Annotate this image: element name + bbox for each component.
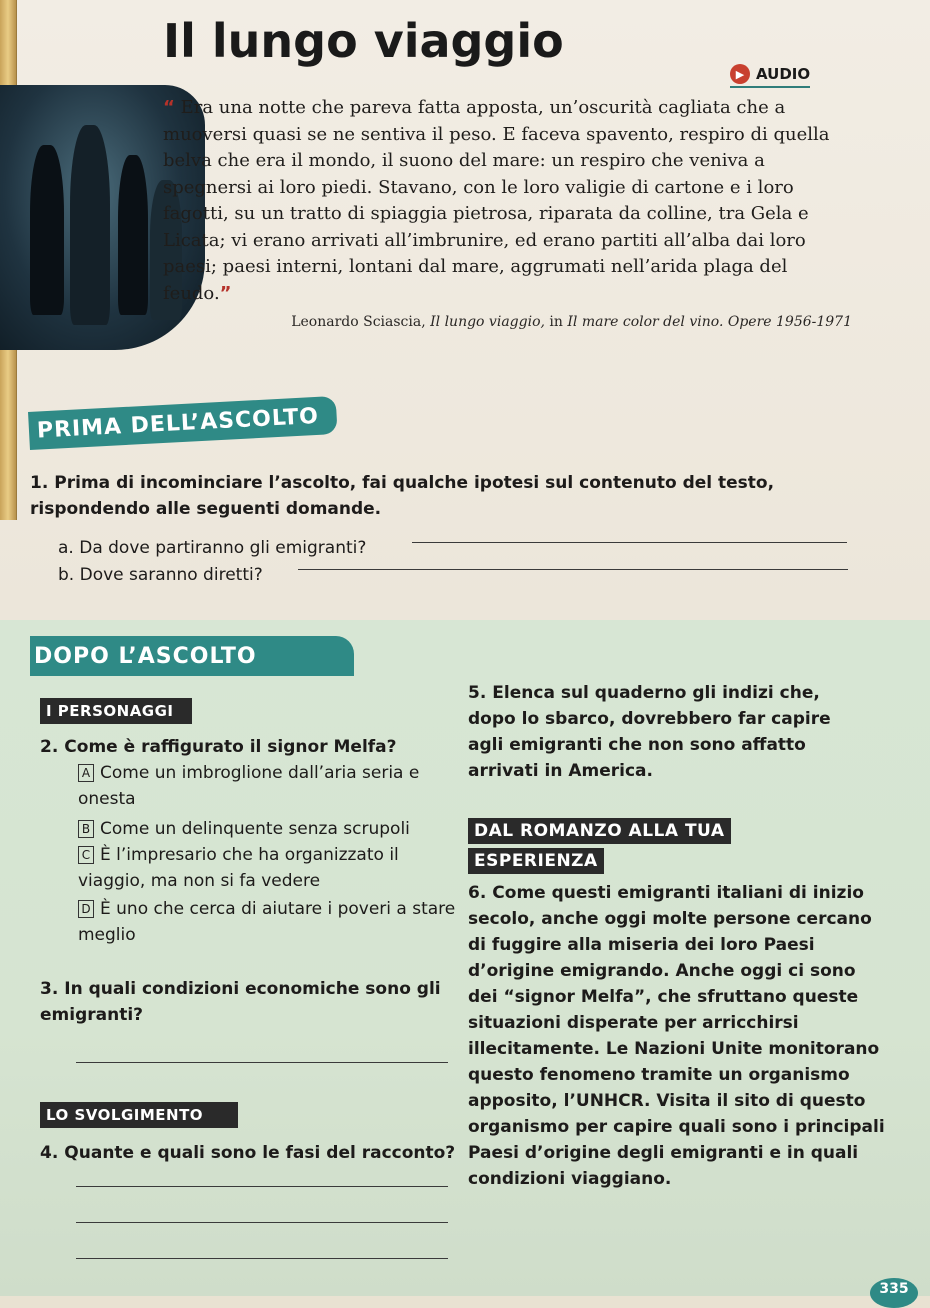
audio-button[interactable] (730, 64, 810, 88)
question-2-number: 2. (40, 737, 59, 757)
question-1a-label: a. (58, 538, 74, 558)
answer-line-4c[interactable] (76, 1258, 448, 1259)
option-c-text: È l’impresario che ha organizzato il viaggio, ma non si fa vedere (78, 845, 399, 891)
personaggi-tag: I PERSONAGGI (40, 698, 192, 724)
question-1 (30, 470, 850, 522)
question-6 (468, 880, 888, 1192)
option-d-letter: D (78, 900, 94, 918)
prima-ascolto-banner: PRIMA DELL’ASCOLTO (28, 396, 338, 450)
answer-line-4b[interactable] (76, 1222, 448, 1223)
question-6-text: Come questi emigranti italiani di inizio secolo, anche oggi molte persone cercano di fuggire alla miseria dei loro Paesi d’origine emigrando. Anche oggi ci sono dei “signor Melfa”, che sfruttano queste situazioni disperate per arricchirsi illecitamente. Le Nazioni Unite monitorano questo fenomeno tramite un organismo apposito, l’UNHCR. Visita il sito di questo organismo per capire quali sono i principali Paesi d’origine degli emigranti e in quali condizioni viaggiano. (468, 883, 885, 1189)
question-3-text: In quali condizioni economiche sono gli emigranti? (40, 979, 441, 1025)
option-a-text: Come un imbroglione dall’aria seria e onesta (78, 763, 420, 809)
romanzo-esperienza-tag-line-1: DAL ROMANZO ALLA TUA (468, 818, 731, 844)
audio-label: AUDIO (756, 65, 811, 83)
close-quote-mark: ” (219, 282, 232, 304)
source-in: in (549, 314, 563, 330)
question-4 (40, 1140, 460, 1166)
option-a-letter: A (78, 764, 94, 782)
question-5 (468, 680, 868, 784)
page-number: 335 (870, 1278, 918, 1308)
silhouette-figure (118, 155, 148, 315)
option-c-letter: C (78, 846, 94, 864)
question-6-number: 6. (468, 883, 487, 903)
question-1-number: 1. (30, 473, 49, 493)
question-1a-text: Da dove partiranno gli emigranti? (79, 538, 367, 558)
silhouette-figure (30, 145, 64, 315)
option-b-letter: B (78, 820, 94, 838)
source-author: Leonardo Sciascia, (291, 314, 426, 330)
question-2-text: Come è raffigurato il signor Melfa? (64, 737, 397, 757)
option-d-text: È uno che cerca di aiutare i poveri a stare meglio (78, 899, 456, 945)
silhouette-figure (70, 125, 110, 325)
option-d[interactable] (78, 896, 458, 948)
question-4-text: Quante e quali sono le fasi del racconto? (64, 1143, 456, 1163)
source-book: Il mare color del vino. Opere 1956-1971 (567, 314, 852, 330)
svolgimento-tag: LO SVOLGIMENTO (40, 1102, 238, 1128)
answer-line-3[interactable] (76, 1062, 448, 1063)
romanzo-esperienza-tag-line-2: ESPERIENZA (468, 848, 604, 874)
excerpt-text (163, 95, 853, 307)
question-1b-label: b. (58, 565, 75, 585)
question-1b (58, 562, 263, 588)
open-quote-mark: “ (163, 97, 175, 118)
source-work: Il lungo viaggio, (430, 314, 545, 330)
question-1b-text: Dove saranno diretti? (79, 565, 263, 585)
option-b[interactable] (78, 816, 458, 842)
question-3 (40, 976, 460, 1028)
question-2 (40, 734, 450, 760)
option-c[interactable] (78, 842, 458, 894)
excerpt-body: Era una notte che pareva fatta apposta, un’oscurità cagliata che a muoversi quasi se ne sentiva il peso. E faceva spavento, respiro di quella belva che era il mondo, il suono del mare: un respiro che veniva a spegnersi ai loro piedi. Stavano, con le loro valigie di cartone e i loro fagotti, su un tratto di spiaggia pietrosa, riparata da colline, tra Gela e Licata; vi erano arrivati all’imbrunire, ed erano partiti all’alba dai loro paesi; paesi interni, lontani dal mare, aggrumati nell’arida plaga del feudo. (163, 97, 830, 304)
question-5-number: 5. (468, 683, 487, 703)
question-1-text: Prima di incominciare l’ascolto, fai qualche ipotesi sul contenuto del testo, rispondendo alle seguenti domande. (30, 473, 775, 519)
question-3-number: 3. (40, 979, 59, 999)
answer-line-1a[interactable] (412, 542, 847, 543)
dopo-ascolto-banner: DOPO L’ASCOLTO (30, 636, 354, 676)
question-4-number: 4. (40, 1143, 59, 1163)
option-b-text: Come un delinquente senza scrupoli (100, 819, 410, 839)
question-5-text: Elenca sul quaderno gli indizi che, dopo lo sbarco, dovrebbero far capire agli emigranti che non sono affatto arrivati in America. (468, 683, 831, 781)
question-1a (58, 535, 366, 561)
answer-line-4a[interactable] (76, 1186, 448, 1187)
speaker-icon: ▶ (730, 64, 750, 84)
excerpt-source (291, 314, 852, 330)
page-title: Il lungo viaggio (163, 14, 564, 68)
answer-line-1b[interactable] (298, 569, 848, 570)
option-a[interactable] (78, 760, 458, 812)
